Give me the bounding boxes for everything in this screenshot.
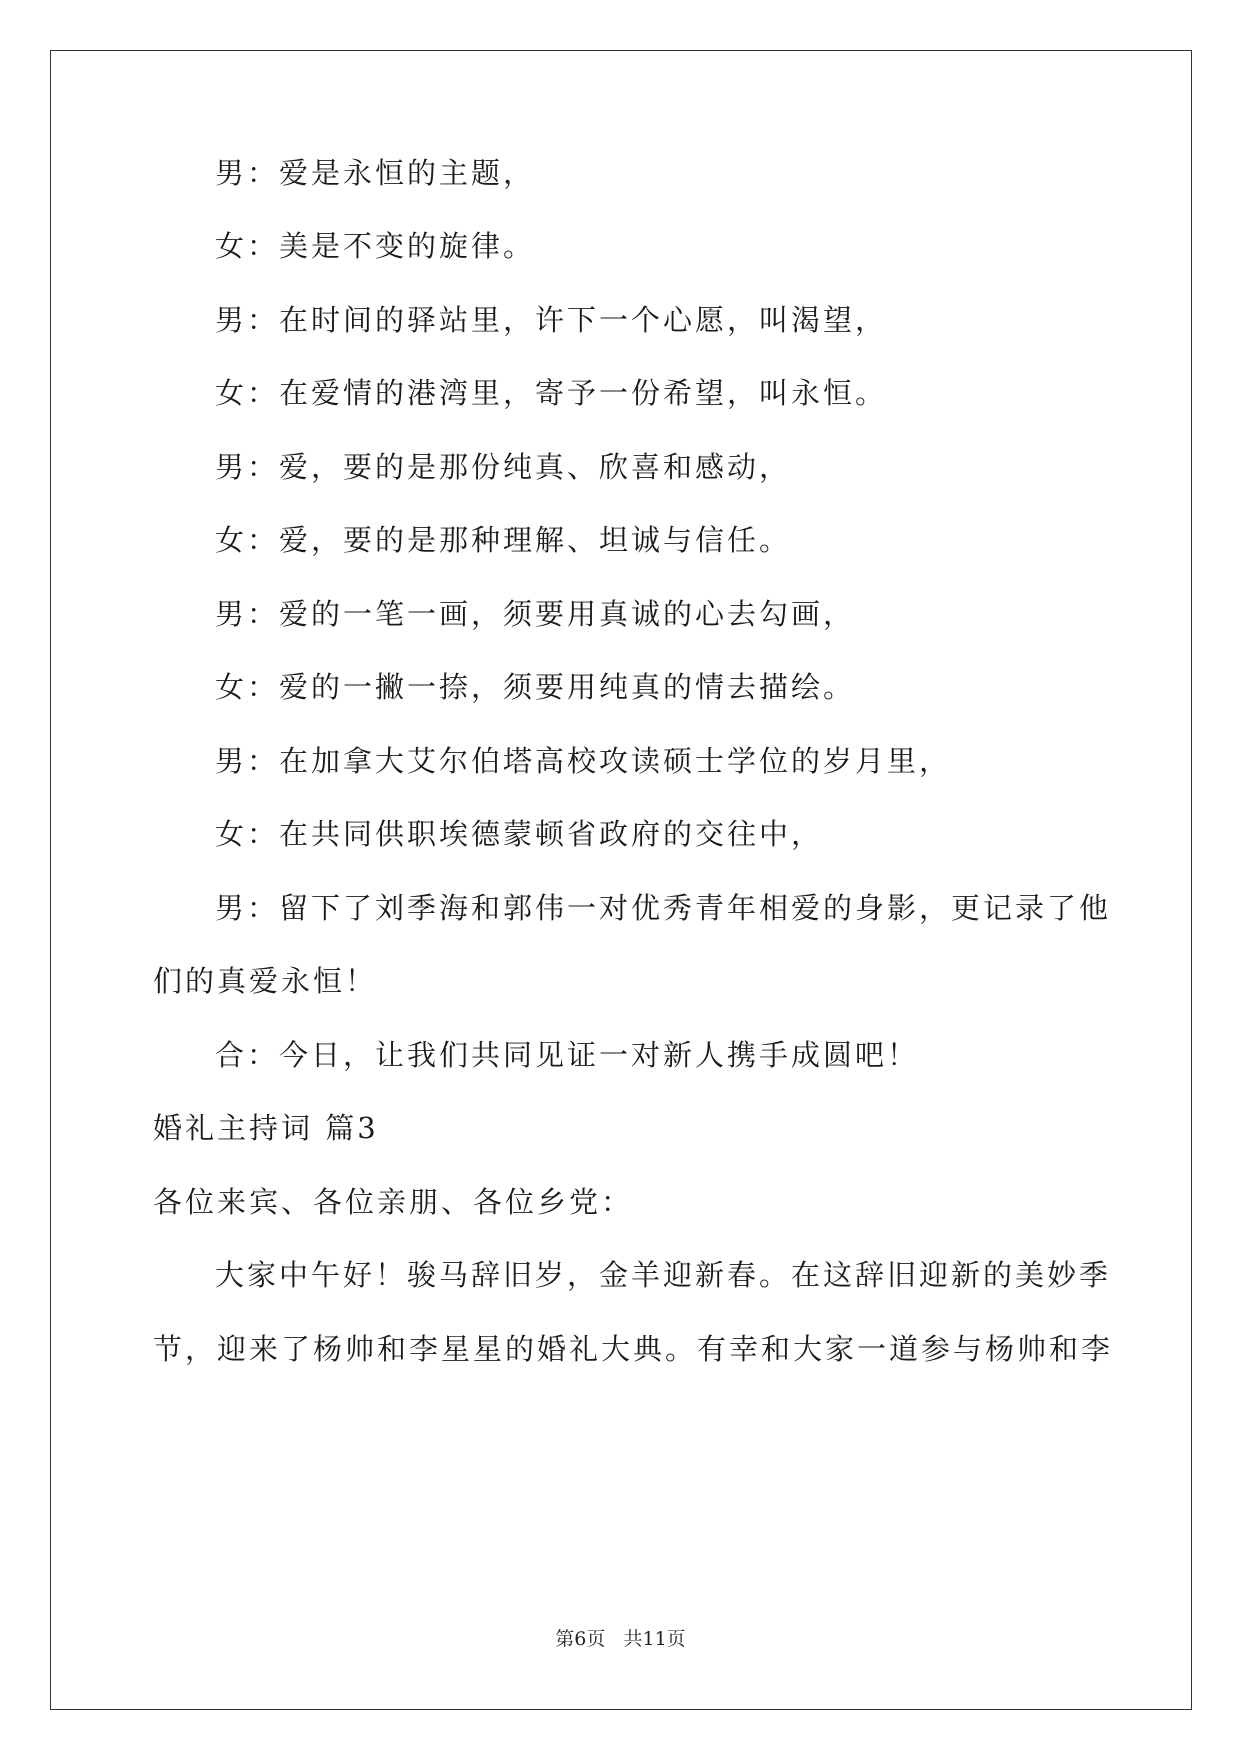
dialogue-line: 男：爱，要的是那份纯真、欣喜和感动， (215, 450, 792, 484)
dialogue-line: 女：在爱情的港湾里，寄予一份希望，叫永恒。 (215, 376, 888, 410)
dialogue-line: 男：在时间的驿站里，许下一个心愿，叫渴望， (215, 303, 888, 337)
dialogue-line: 男：爱是永恒的主题， (215, 156, 536, 190)
dialogue-line: 男：在加拿大艾尔伯塔高校攻读硕士学位的岁月里， (215, 744, 952, 778)
section-heading: 婚礼主持词 篇3 (153, 1111, 379, 1145)
paragraph-line: 节，迎来了杨帅和李星星的婚礼大典。有幸和大家一道参与杨帅和李 (153, 1332, 1114, 1366)
dialogue-line: 女：爱，要的是那种理解、坦诚与信任。 (215, 523, 792, 557)
dialogue-line: 男：爱的一笔一画，须要用真诚的心去勾画， (215, 597, 856, 631)
dialogue-line-continued: 们的真爱永恒！ (153, 964, 378, 998)
dialogue-line: 女：在共同供职埃德蒙顿省政府的交往中， (215, 817, 824, 851)
dialogue-line: 女：美是不变的旋律。 (215, 229, 536, 263)
dialogue-line: 女：爱的一撇一捺，须要用纯真的情去描绘。 (215, 670, 856, 704)
salutation: 各位来宾、各位亲朋、各位乡党： (153, 1185, 634, 1219)
page-border (50, 50, 1192, 1710)
paragraph-line: 大家中午好！骏马辞旧岁，金羊迎新春。在这辞旧迎新的美妙季 (215, 1258, 1112, 1292)
dialogue-line: 合：今日，让我们共同见证一对新人携手成圆吧！ (215, 1038, 920, 1072)
dialogue-line: 男：留下了刘季海和郭伟一对优秀青年相爱的身影，更记录了他 (215, 891, 1112, 925)
page-number-footer: 第6页 共11页 (555, 1628, 686, 1650)
